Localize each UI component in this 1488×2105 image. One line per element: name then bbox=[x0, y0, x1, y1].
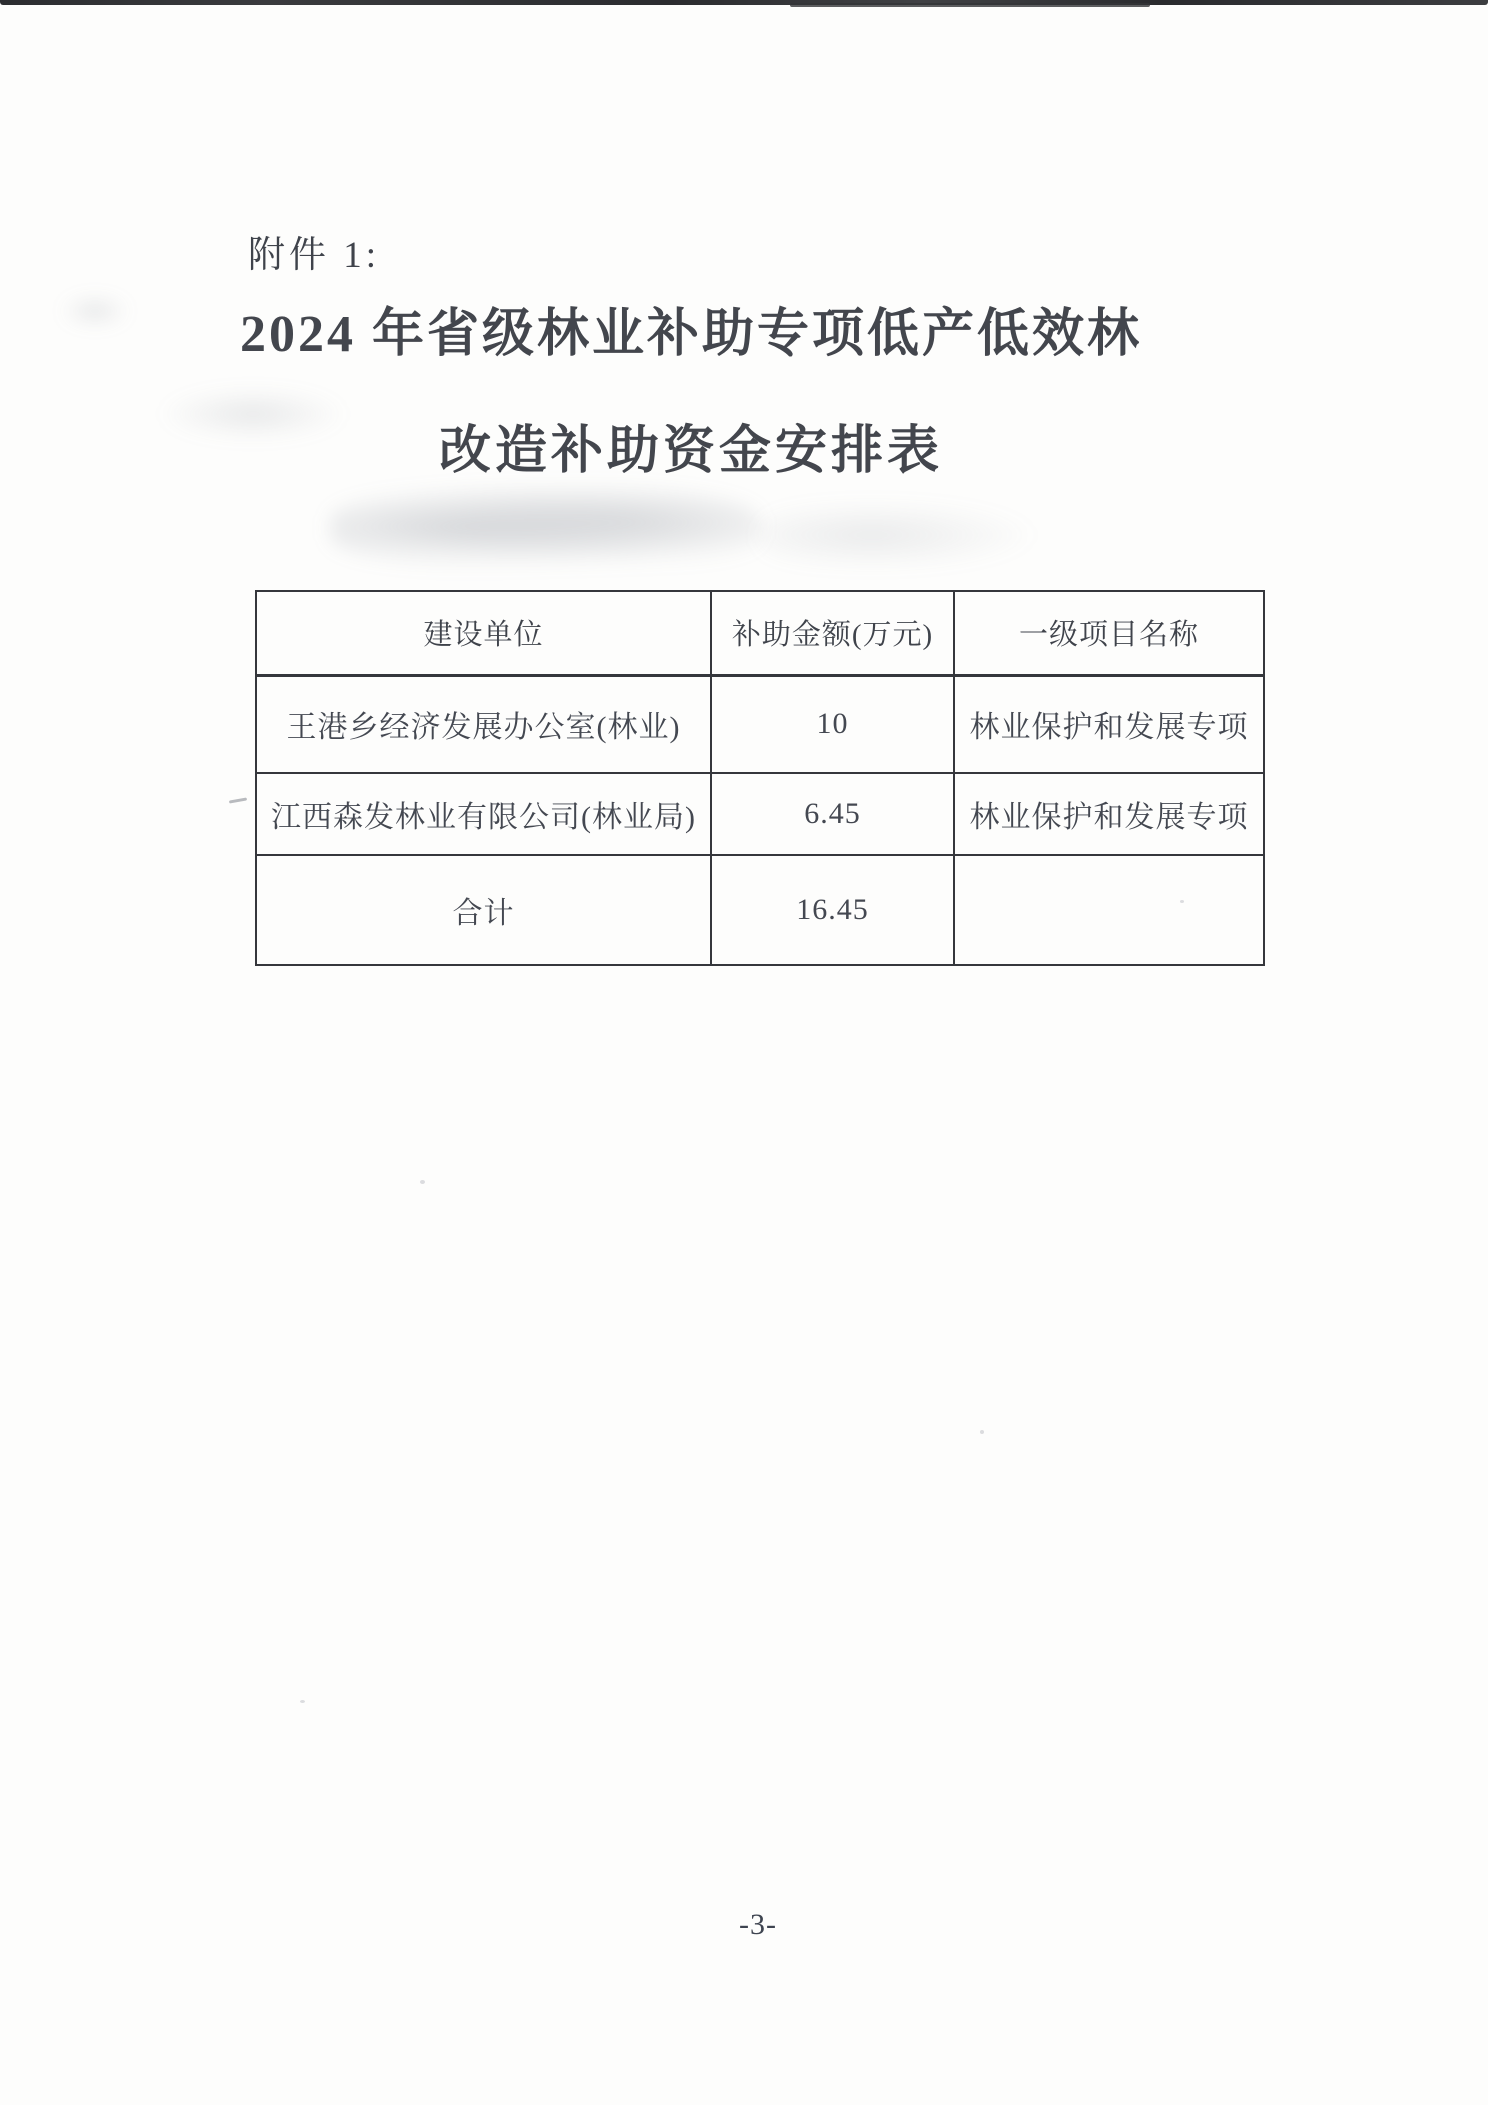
page-number: -3- bbox=[739, 1908, 777, 1941]
table-cell: 林业保护和发展专项 bbox=[954, 773, 1264, 855]
table-row bbox=[256, 675, 1264, 773]
scan-speck-mark bbox=[229, 797, 247, 803]
table-row bbox=[256, 773, 1264, 855]
subsidy-fund-table bbox=[255, 590, 1265, 966]
table-cell: 王港乡经济发展办公室(林业) bbox=[256, 675, 711, 773]
table-cell: 林业保护和发展专项 bbox=[954, 675, 1264, 773]
scan-speck bbox=[300, 1700, 305, 1703]
attachment-label: 附件 1: bbox=[248, 235, 381, 276]
table-body bbox=[256, 675, 1264, 965]
header-cell: 一级项目名称 bbox=[954, 591, 1264, 675]
document-title-line2: 改造补助资金安排表 bbox=[438, 423, 943, 480]
scan-speck bbox=[980, 1430, 984, 1434]
scanner-edge-artifact bbox=[0, 0, 1488, 5]
document-title-line1: 2024 年省级林业补助专项低产低效林 bbox=[239, 306, 1142, 363]
bleed-through-smudge bbox=[330, 486, 760, 570]
table-cell: 江西森发林业有限公司(林业局) bbox=[256, 773, 711, 855]
header-cell: 补助金额(万元) bbox=[711, 591, 954, 675]
table-cell: 10 bbox=[711, 675, 954, 773]
table-row bbox=[256, 855, 1264, 965]
table-cell: 合计 bbox=[256, 855, 711, 965]
table-cell bbox=[954, 855, 1264, 965]
scan-speck bbox=[420, 1180, 425, 1184]
header-cell: 建设单位 bbox=[256, 591, 711, 675]
table-cell: 6.45 bbox=[711, 773, 954, 855]
table-cell: 16.45 bbox=[711, 855, 954, 965]
bleed-through-smudge bbox=[760, 500, 1040, 570]
table-header-row bbox=[256, 591, 1264, 675]
